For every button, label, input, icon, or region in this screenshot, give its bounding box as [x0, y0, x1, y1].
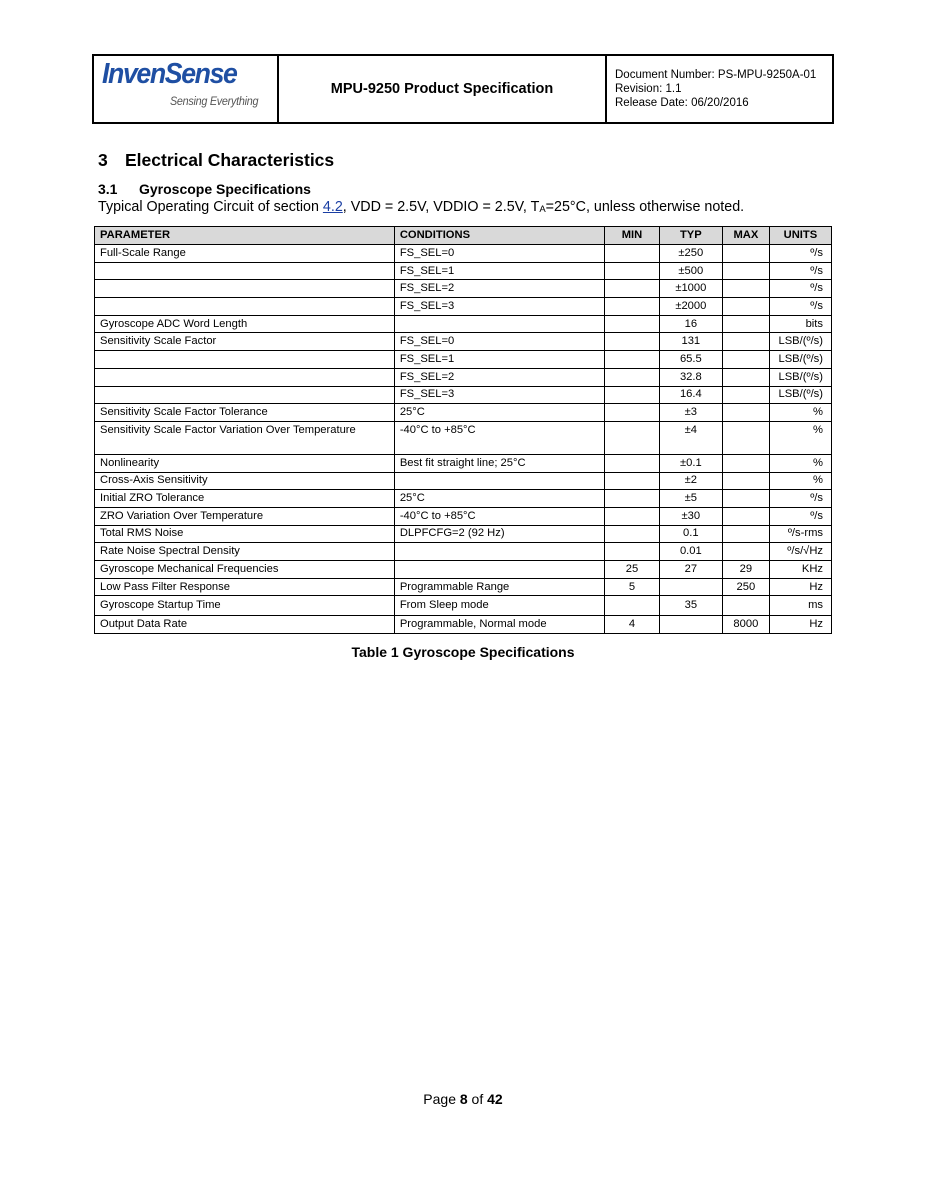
cell-typ: ±30 — [659, 507, 722, 525]
cell-parameter: Initial ZRO Tolerance — [95, 490, 395, 508]
table-body — [95, 245, 832, 634]
cell-min: 5 — [605, 578, 660, 596]
cell-units: ms — [769, 596, 831, 616]
cell-parameter: Rate Noise Spectral Density — [95, 543, 395, 561]
section-heading — [98, 150, 334, 171]
cell-conditions: FS_SEL=0 — [394, 245, 604, 263]
cell-parameter: Nonlinearity — [95, 454, 395, 472]
cell-conditions: -40°C to +85°C — [394, 421, 604, 454]
cell-typ: ±500 — [659, 262, 722, 280]
subsection-heading — [98, 181, 311, 197]
intro-paragraph — [98, 199, 744, 215]
cell-max — [722, 351, 769, 369]
cell-parameter: Gyroscope ADC Word Length — [95, 315, 395, 333]
header-min: MIN — [605, 227, 660, 245]
cell-parameter — [95, 368, 395, 386]
cell-parameter: Sensitivity Scale Factor Tolerance — [95, 404, 395, 422]
table-row — [95, 333, 832, 351]
cell-typ: ±250 — [659, 245, 722, 263]
section-number: 3 — [98, 150, 108, 170]
cell-typ: ±2 — [659, 472, 722, 490]
table-row — [95, 315, 832, 333]
cell-units: Hz — [769, 616, 831, 634]
cell-min — [605, 596, 660, 616]
table-row — [95, 421, 832, 454]
cell-conditions: FS_SEL=0 — [394, 333, 604, 351]
header-typ: TYP — [659, 227, 722, 245]
cell-min — [605, 472, 660, 490]
cell-max — [722, 507, 769, 525]
cell-typ: 131 — [659, 333, 722, 351]
cell-typ: ±0.1 — [659, 454, 722, 472]
cell-units: º/s/√Hz — [769, 543, 831, 561]
cell-min — [605, 507, 660, 525]
cell-parameter: Low Pass Filter Response — [95, 578, 395, 596]
table-header-row — [95, 227, 832, 245]
cell-parameter: Total RMS Noise — [95, 525, 395, 543]
page-number: 8 — [459, 1091, 468, 1107]
cell-parameter: Sensitivity Scale Factor — [95, 333, 395, 351]
cell-typ: 65.5 — [659, 351, 722, 369]
cell-units: LSB/(º/s) — [769, 333, 831, 351]
doc-revision: Revision: 1.1 — [615, 83, 682, 95]
table-row — [95, 472, 832, 490]
cell-min — [605, 280, 660, 298]
cell-units: º/s-rms — [769, 525, 831, 543]
cell-typ: ±3 — [659, 404, 722, 422]
cell-typ: 0.1 — [659, 525, 722, 543]
intro-text: Typical Operating Circuit of section — [98, 199, 323, 215]
cell-parameter: Full-Scale Range — [95, 245, 395, 263]
cell-conditions: DLPFCFG=2 (92 Hz) — [394, 525, 604, 543]
cell-conditions: FS_SEL=1 — [394, 262, 604, 280]
page-footer — [0, 1091, 926, 1107]
cell-typ: 16 — [659, 315, 722, 333]
cell-units: LSB/(º/s) — [769, 368, 831, 386]
cell-min: 4 — [605, 616, 660, 634]
subsection-number: 3.1 — [98, 181, 118, 197]
cell-units: º/s — [769, 280, 831, 298]
cell-conditions: FS_SEL=3 — [394, 298, 604, 316]
cell-conditions — [394, 315, 604, 333]
table-row — [95, 596, 832, 616]
cell-parameter: ZRO Variation Over Temperature — [95, 507, 395, 525]
cell-min — [605, 298, 660, 316]
header-conditions: CONDITIONS — [394, 227, 604, 245]
cell-min — [605, 315, 660, 333]
cell-parameter — [95, 351, 395, 369]
cell-min — [605, 351, 660, 369]
cell-units: bits — [769, 315, 831, 333]
cell-conditions: FS_SEL=2 — [394, 280, 604, 298]
cell-units: Hz — [769, 578, 831, 596]
cell-typ — [659, 578, 722, 596]
cell-min — [605, 421, 660, 454]
cell-units: % — [769, 404, 831, 422]
cell-units: º/s — [769, 262, 831, 280]
cell-units: º/s — [769, 490, 831, 508]
cell-conditions — [394, 543, 604, 561]
section-link[interactable]: 4.2 — [322, 199, 343, 215]
header-units: UNITS — [769, 227, 831, 245]
header-max: MAX — [722, 227, 769, 245]
cell-units: LSB/(º/s) — [769, 386, 831, 404]
cell-max — [722, 280, 769, 298]
table-caption: Table 1 Gyroscope Specifications — [351, 644, 575, 660]
cell-conditions — [394, 472, 604, 490]
table-row — [95, 616, 832, 634]
cell-units: LSB/(º/s) — [769, 351, 831, 369]
cell-min — [605, 490, 660, 508]
company-logo — [94, 56, 279, 122]
table-row — [95, 507, 832, 525]
cell-units: % — [769, 421, 831, 454]
cell-conditions: 25°C — [394, 404, 604, 422]
doc-release-date: Release Date: 06/20/2016 — [615, 97, 749, 109]
footer-text: Page — [423, 1091, 460, 1107]
cell-units: KHz — [769, 561, 831, 579]
cell-conditions: From Sleep mode — [394, 596, 604, 616]
cell-max — [722, 525, 769, 543]
cell-max — [722, 298, 769, 316]
cell-parameter — [95, 386, 395, 404]
table-row — [95, 561, 832, 579]
cell-typ — [659, 616, 722, 634]
cell-min: 25 — [605, 561, 660, 579]
cell-min — [605, 525, 660, 543]
cell-conditions — [394, 561, 604, 579]
cell-max — [722, 386, 769, 404]
cell-max: 250 — [722, 578, 769, 596]
document-title: MPU-9250 Product Specification — [279, 56, 607, 122]
cell-parameter: Gyroscope Mechanical Frequencies — [95, 561, 395, 579]
cell-min — [605, 245, 660, 263]
cell-typ: 0.01 — [659, 543, 722, 561]
cell-conditions: FS_SEL=1 — [394, 351, 604, 369]
cell-units: º/s — [769, 298, 831, 316]
cell-max — [722, 454, 769, 472]
table-row — [95, 298, 832, 316]
cell-min — [605, 454, 660, 472]
table-row — [95, 454, 832, 472]
cell-max — [722, 333, 769, 351]
cell-min — [605, 543, 660, 561]
cell-parameter: Output Data Rate — [95, 616, 395, 634]
cell-max — [722, 543, 769, 561]
cell-typ: 16.4 — [659, 386, 722, 404]
cell-parameter: Sensitivity Scale Factor Variation Over Temperature — [95, 421, 395, 454]
document-header — [92, 54, 834, 124]
cell-conditions: Best fit straight line; 25°C — [394, 454, 604, 472]
cell-max — [722, 315, 769, 333]
cell-max — [722, 368, 769, 386]
cell-typ: 32.8 — [659, 368, 722, 386]
cell-conditions: Programmable, Normal mode — [394, 616, 604, 634]
gyroscope-spec-table — [94, 226, 832, 634]
cell-max — [722, 262, 769, 280]
cell-units: º/s — [769, 507, 831, 525]
cell-typ: ±4 — [659, 421, 722, 454]
cell-max: 29 — [722, 561, 769, 579]
footer-text-mid: of — [467, 1091, 488, 1107]
cell-conditions: FS_SEL=2 — [394, 368, 604, 386]
cell-min — [605, 333, 660, 351]
cell-min — [605, 262, 660, 280]
table-row — [95, 578, 832, 596]
cell-parameter — [95, 280, 395, 298]
table-row — [95, 245, 832, 263]
cell-max: 8000 — [722, 616, 769, 634]
cell-typ: ±5 — [659, 490, 722, 508]
cell-typ: 27 — [659, 561, 722, 579]
cell-max — [722, 421, 769, 454]
intro-text-post: =25°C, unless otherwise noted. — [545, 199, 745, 215]
cell-units: % — [769, 472, 831, 490]
cell-parameter — [95, 298, 395, 316]
cell-parameter — [95, 262, 395, 280]
table-row — [95, 490, 832, 508]
cell-conditions: Programmable Range — [394, 578, 604, 596]
cell-conditions: FS_SEL=3 — [394, 386, 604, 404]
cell-max — [722, 404, 769, 422]
cell-parameter: Gyroscope Startup Time — [95, 596, 395, 616]
cell-units: º/s — [769, 245, 831, 263]
cell-typ: ±1000 — [659, 280, 722, 298]
cell-conditions: 25°C — [394, 490, 604, 508]
table-row — [95, 368, 832, 386]
cell-min — [605, 368, 660, 386]
cell-conditions: -40°C to +85°C — [394, 507, 604, 525]
intro-text-mid: , VDD = 2.5V, VDDIO = 2.5V, T — [342, 199, 540, 215]
cell-max — [722, 245, 769, 263]
cell-typ: 35 — [659, 596, 722, 616]
table-row — [95, 525, 832, 543]
document-meta — [607, 56, 832, 122]
table-row — [95, 351, 832, 369]
header-parameter: PARAMETER — [95, 227, 395, 245]
cell-units: % — [769, 454, 831, 472]
cell-typ: ±2000 — [659, 298, 722, 316]
cell-max — [722, 490, 769, 508]
table-row — [95, 280, 832, 298]
section-title: Electrical Characteristics — [125, 150, 335, 170]
page-total: 42 — [487, 1091, 503, 1107]
cell-min — [605, 386, 660, 404]
cell-min — [605, 404, 660, 422]
cell-parameter: Cross-Axis Sensitivity — [95, 472, 395, 490]
subsection-title: Gyroscope Specifications — [139, 181, 311, 197]
cell-max — [722, 596, 769, 616]
table-row — [95, 262, 832, 280]
doc-number: Document Number: PS-MPU-9250A-01 — [615, 69, 817, 81]
table-row — [95, 404, 832, 422]
intro-subscript: A — [539, 204, 546, 215]
logo-tagline: Sensing Everything — [170, 94, 259, 108]
cell-max — [722, 472, 769, 490]
table-row — [95, 386, 832, 404]
logo-wordmark: InvenSense — [102, 58, 237, 90]
table-row — [95, 543, 832, 561]
